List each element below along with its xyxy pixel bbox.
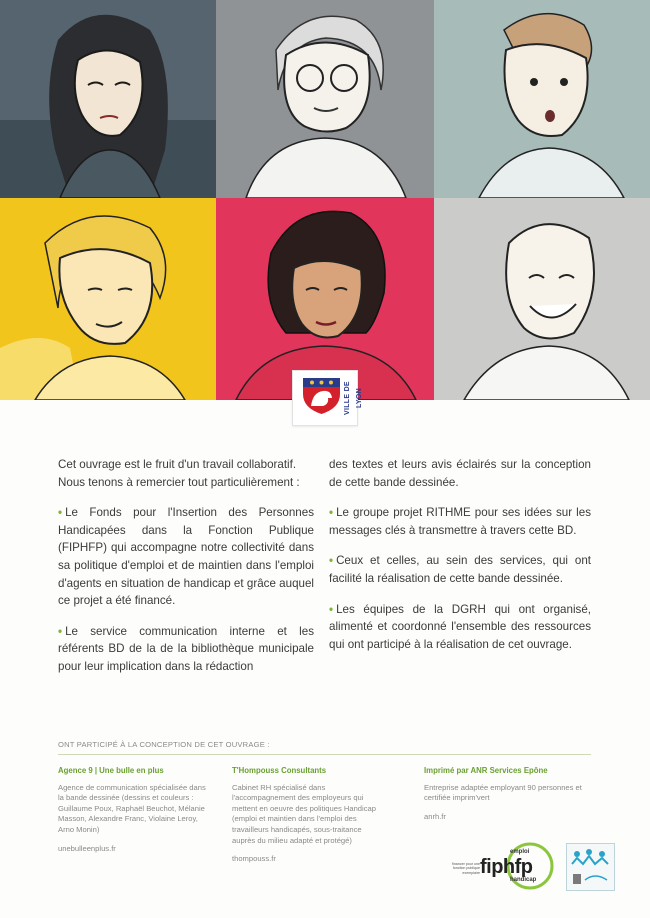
fiphfp-wordmark: fiphfp	[480, 856, 533, 878]
ville-de-lyon-logo	[292, 370, 363, 426]
acknowledgement-item: • Le groupe projet RITHME pour ses idées sur les messages clés à transmettre à travers cette BD.	[329, 506, 591, 537]
portrait-panel-woman-long-hair	[0, 0, 216, 198]
bullet-mark: •	[329, 506, 334, 520]
portrait-panel-smiling-man	[434, 198, 650, 400]
credit-description: Agence de communication spécialisée dans la bande dessinée (dessins et couleurs : Guillaume Poux, Raphaël Beuchot, Mélanie Masson, Alexandre Franc, Violaine Leroy, Arno Monin)	[58, 782, 206, 834]
fiphfp-top-label: emploi	[510, 849, 530, 855]
continuation-paragraph: des textes et leurs avis éclairés sur la conception de cette bande dessinée.	[329, 458, 591, 489]
credits-divider	[58, 754, 591, 755]
fiphfp-logo	[450, 840, 554, 892]
bullet-mark: •	[329, 602, 334, 616]
credit-heading: Imprimé par ANR Services Epône	[424, 766, 548, 775]
bullet-mark: •	[58, 506, 63, 520]
bullet-mark: •	[329, 554, 334, 568]
acknowledgements-right-column	[329, 456, 591, 666]
acknowledgement-item: • Les équipes de la DGRH qui ont organisé, alimenté et coordonné l'ensemble des ressources qui ont participé à la réalisation de cet ouvrage.	[329, 602, 591, 651]
credit-url: unebulleenplus.fr	[58, 843, 116, 853]
portrait-panel-woman-glasses	[216, 0, 434, 198]
comic-portrait-grid	[0, 0, 650, 400]
credit-url: thompouss.fr	[232, 854, 276, 864]
credit-heading: Agence 9 | Une bulle en plus	[58, 766, 164, 775]
credit-agence9	[58, 766, 210, 854]
credit-description: Cabinet RH spécialisé dans l'accompagnement des employeurs qui mettent en oeuvre des politiques Handicap (emploi et maintien dans l'emploi des travailleurs handicapés, sous-traitance auprès du milieu adapté et protégé)	[232, 782, 376, 845]
lion-shield-icon	[301, 376, 342, 416]
credit-anr-services	[424, 766, 599, 822]
portrait-panel-blond-man	[0, 198, 216, 400]
credit-description: Entreprise adaptée employant 90 personnes et certifiée imprim'vert	[424, 782, 582, 803]
diversity-people-icon	[567, 844, 614, 890]
credit-heading: T'Hompouss Consultants	[232, 766, 327, 775]
portrait-panel-young-man	[434, 0, 650, 198]
fiphfp-tagline: financer pour une fonction publique exemplaire	[452, 862, 480, 875]
credit-thompouss	[232, 766, 382, 865]
acknowledgement-item: • Le service communication interne et les référents BD de la de la bibliothèque municipale pour leur implication dans la rédaction	[58, 624, 314, 673]
intro-paragraph: Cet ouvrage est le fruit d'un travail collaboratif. Nous tenons à remercier tout particulièrement :	[58, 458, 300, 489]
fiphfp-bottom-label: handicap	[510, 877, 537, 883]
bullet-mark: •	[58, 624, 63, 638]
logo-label: VILLE DE LYON	[344, 381, 363, 415]
diversity-label-logo	[566, 843, 615, 891]
credits-title: ONT PARTICIPÉ À LA CONCEPTION DE CET OUVRAGE :	[58, 740, 270, 749]
credit-url: anrh.fr	[424, 811, 446, 821]
acknowledgements-left-column	[58, 456, 314, 689]
acknowledgement-item: • Ceux et celles, au sein des services, qui ont facilité la réalisation de cette bande dessinée.	[329, 554, 591, 585]
acknowledgement-item: • Le Fonds pour l'Insertion des Personnes Handicapées dans la Fonction Publique (FIPHFP) qui accompagne notre collectivité dans sa politique d'emploi et de maintien dans l'emploi d'agents en situation de handicap et grâce auquel ce projet a été financé.	[58, 506, 314, 608]
